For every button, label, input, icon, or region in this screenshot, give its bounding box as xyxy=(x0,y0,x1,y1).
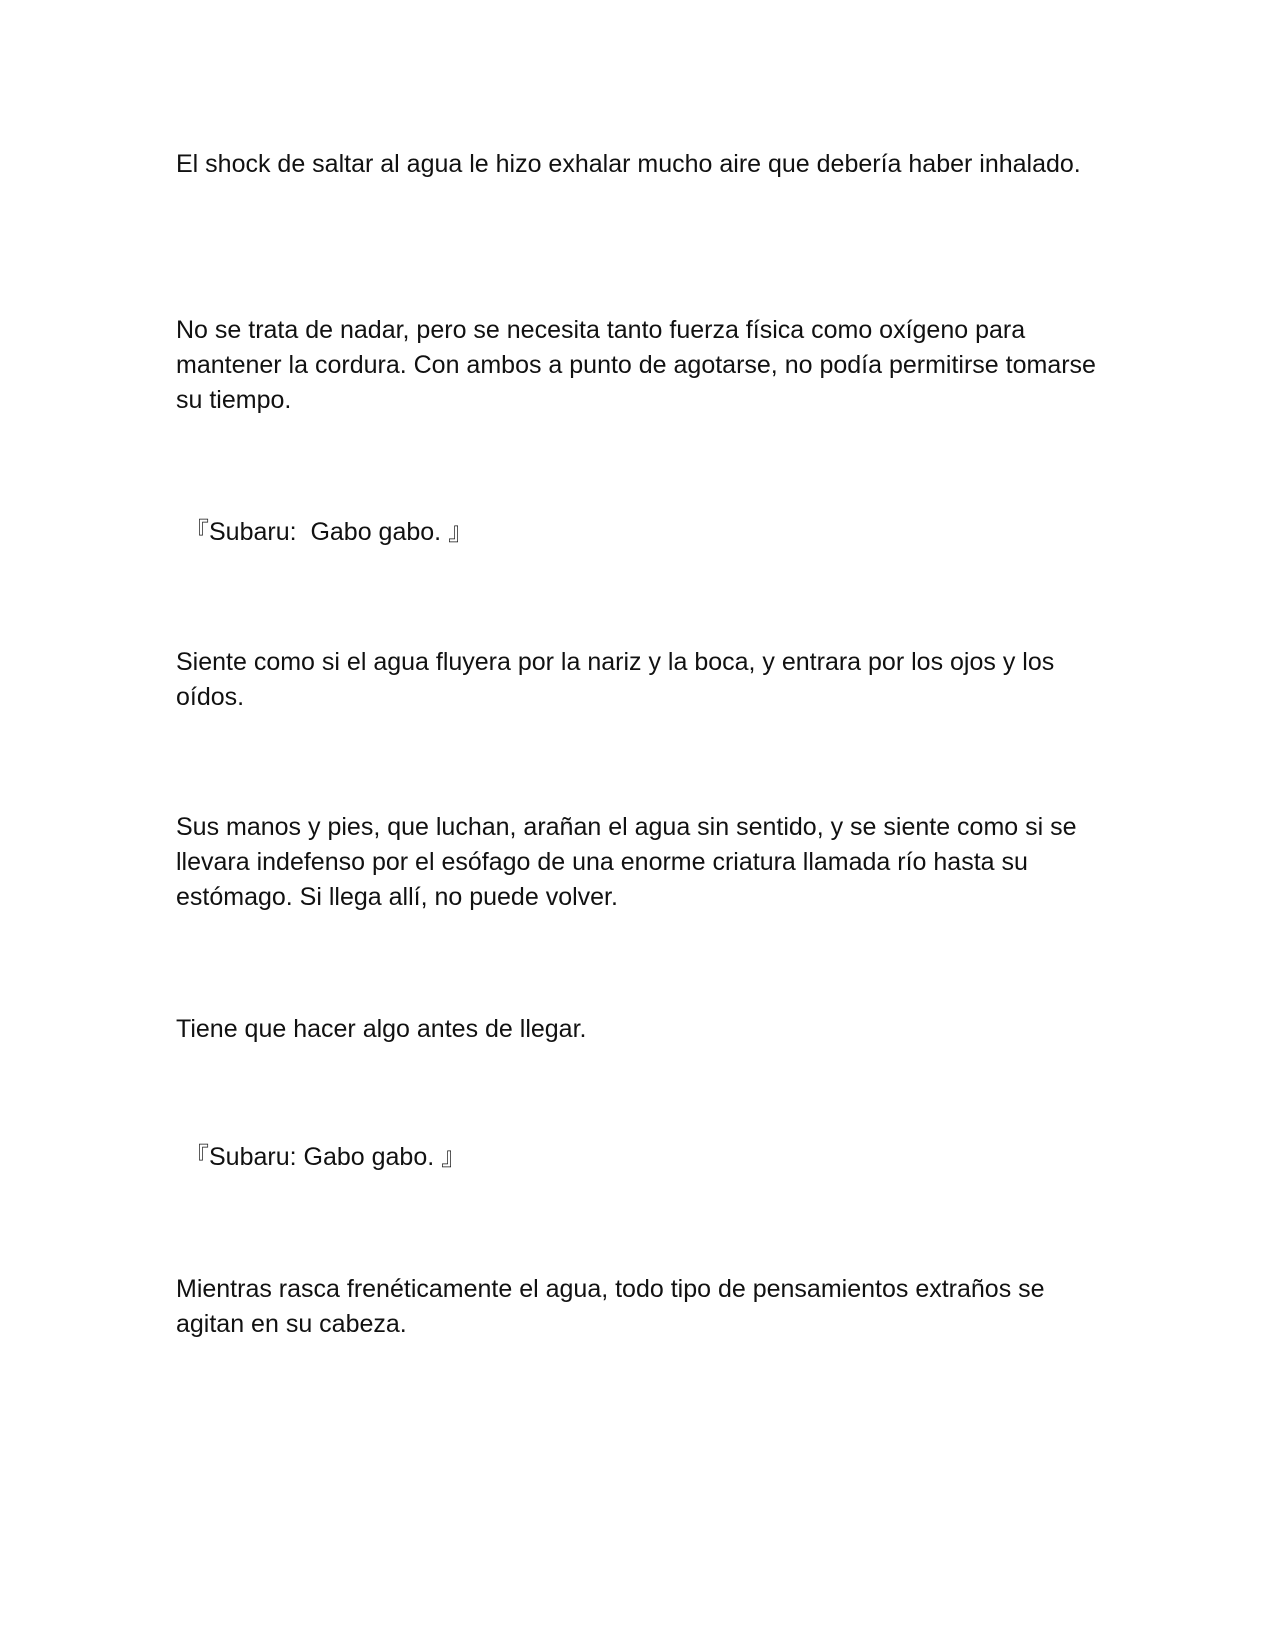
paragraph-6: Mientras rasca frenéticamente el agua, todo tipo de pensamientos extraños se agitan en su cabeza. xyxy=(176,1275,1045,1338)
paragraph-1: El shock de saltar al agua le hizo exhalar mucho aire que debería haber inhalado. xyxy=(176,150,1081,178)
dialogue-line-1: 『Subaru: Gabo gabo. 』 xyxy=(184,518,474,546)
paragraph-5: Tiene que hacer algo antes de llegar. xyxy=(176,1015,587,1043)
dialogue-line-2: 『Subaru: Gabo gabo. 』 xyxy=(184,1143,467,1171)
paragraph-4: Sus manos y pies, que luchan, arañan el agua sin sentido, y se siente como si se llevara indefenso por el esófago de una enorme criatura llamada río hasta su estómago. Si llega allí, no puede volver. xyxy=(176,813,1077,911)
paragraph-3: Siente como si el agua fluyera por la nariz y la boca, y entrara por los ojos y los oídos. xyxy=(176,648,1055,711)
paragraph-2: No se trata de nadar, pero se necesita tanto fuerza física como oxígeno para mantener la cordura. Con ambos a punto de agotarse, no podía permitirse tomarse su tiempo. xyxy=(176,316,1096,414)
